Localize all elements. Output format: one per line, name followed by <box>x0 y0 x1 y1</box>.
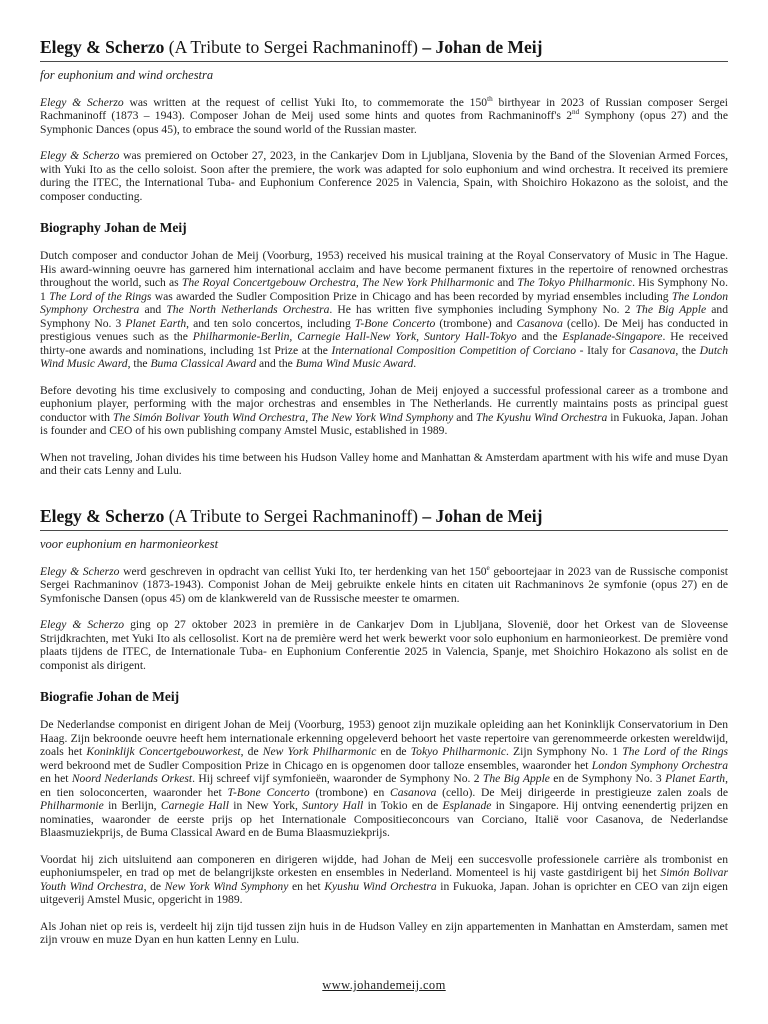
biography-paragraph: Dutch composer and conductor Johan de Meij (Voorburg, 1953) received his musical training at the Royal Conservatory of Music in The Hague. His award-winning oeuvre has garnered him international acclaim and have become permanent fixtures in the repertoire of renowned orchestras throughout the world, such as The Royal Concertgebouw Orchestra, The New York Philharmonic and The Tokyo Philharmonic. His Symphony No. 1 The Lord of the Rings was awarded the Sudler Composition Prize in Chicago and has been recorded by myriad ensembles including The London Symphony Orchestra and The North Netherlands Orchestra. He has written five symphonies including Symphony No. 2 The Big Apple and Symphony No. 3 Planet Earth, and ten solo concertos, including T-Bone Concerto (trombone) and Casanova (cello). De Meij has conducted in prestigious venues such as the Philharmonie-Berlin, Carnegie Hall-New York, Suntory Hall-Tokyo and the Esplanade-Singapore. He received thirty-one awards and nominations, including 1st Prize at the International Composition Competition of Corciano - Italy for Casanova, the Dutch Wind Music Award, the Buma Classical Award and the Buma Wind Music Award. <box>40 249 729 371</box>
program-note-paragraph: Elegy & Scherzo was premiered on October 27, 2023, in the Cankarjev Dom in Ljubljana, Slovenia by the Band of the Slovenian Armed Forces, with Yuki Ito as the cello soloist. Soon after the premiere, the work was adapted for solo euphonium and wind orchestra. It received its premiere during the ITEC, the International Tuba- and Euphonium Conference 2025 in Valencia, Spain, with Shoichiro Hokazono as the soloist, and the composer conducting. <box>40 149 728 203</box>
biography-paragraph: Als Johan niet op reis is, verdeelt hij zijn tijd tussen zijn huis in de Hudson Valley en zijn appartementen in Manhattan en Amsterdam, samen met zijn vrouw en muze Dyan en hun katten Lenny en Lulu. <box>40 919 728 946</box>
page-footer <box>0 976 768 994</box>
section-english <box>40 36 728 478</box>
biography-heading: Biography Johan de Meij <box>40 220 187 236</box>
biography-paragraph: De Nederlandse componist en dirigent Johan de Meij (Voorburg, 1953) genoot zijn muzikale opleiding aan het Koninklijk Conservatorium in Den Haag. Zijn bekroonde oeuvre heeft hem internationale erkenning opgeleverd behoort het vaste repertoire van gerenommeerde orkesten wereldwijd, zoals het Koninklijk Concertgebouworkest, de New York Philharmonic en de Tokyo Philharmonic. Zijn Symphony No. 1 The Lord of the Rings werd bekroond met de Sudler Composition Prize in Chicago en is opgenomen door talloze ensembles, waaronder het London Symphony Orchestra en het Noord Nederlands Orkest. Hij schreef vijf symfonieën, waaronder de Symphony No. 2 The Big Apple en de Symphony No. 3 Planet Earth, en tien soloconcerten, waaronder het T-Bone Concerto (trombone) en Casanova (cello). De Meij dirigeerde in prestigieuze zalen zoals de Philharmonie in Berlijn, Carnegie Hall in New York, Suntory Hall in Tokio en de Esplanade in Singapore. Hij ontving eenendertig prijzen en nominaties, waaronder de eerste prijs op het Internationale Compositieconcours van Corciano, Italië voor Casanova, de Nederlandse Blaasmuziekprijs, de Buma Classical Award en de Buma Blaasmuziekprijs. <box>40 718 729 839</box>
program-note-paragraph: Elegy & Scherzo werd geschreven in opdracht van cellist Yuki Ito, ter herdenking van het 150e geboortejaar in 2023 van de Russische componist Sergei Rachmaninov (1873-1943). Componist Johan de Meij gebruikte enkele hints en citaten uit Rachmaninovs 2e symfonie (opus 27) en de Symfonische Dansen (opus 45) om de klankwereld van de Russische meester te omarmen. <box>40 563 728 605</box>
program-note-paragraph: Elegy & Scherzo was written at the request of cellist Yuki Ito, to commemorate the 150th birthyear in 2023 of Russian composer Sergei Rachmaninoff (1873 – 1943). Composer Johan de Meij used some hints and quotes from Rachmaninoff's 2nd Symphony (opus 27) and the Symphonic Dances (opus 45), to embrace the sound world of the Russian master. <box>40 94 728 136</box>
biography-paragraph: Before devoting his time exclusively to composing and conducting, Johan de Meij enjoyed a successful professional career as a trombone and euphonium player, performing with the major orchestras and ensembles in The Netherlands. He currently maintains posts as principal guest conductor with The Simón Bolivar Youth Wind Orchestra, The New York Wind Symphony and The Kyushu Wind Orchestra in Fukuoka, Japan. Johan is founder and CEO of his own publishing company Amstel Music, established in 1989. <box>40 383 728 438</box>
biography-paragraph: When not traveling, Johan divides his time between his Hudson Valley home and Manhattan & Amsterdam apartment with his wife and muse Dyan and their cats Lenny and Lulu. <box>40 450 728 478</box>
work-title: Elegy & Scherzo (A Tribute to Sergei Rachmaninoff) – Johan de Meij <box>40 505 728 531</box>
section-dutch <box>40 505 728 947</box>
instrumentation-subtitle: for euphonium and wind orchestra <box>40 67 214 82</box>
instrumentation-subtitle: voor euphonium en harmonieorkest <box>40 536 219 551</box>
work-title: Elegy & Scherzo (A Tribute to Sergei Rachmaninoff) – Johan de Meij <box>40 36 728 62</box>
website-link[interactable]: www.johandemeij.com <box>322 978 446 992</box>
biography-heading: Biografie Johan de Meij <box>40 689 180 704</box>
program-note-paragraph: Elegy & Scherzo ging op 27 oktober 2023 in première in de Cankarjev Dom in Ljubljana, Slovenië, door het Orkest van de Sloveense Strijdkrachten, met Yuki Ito als cellosolist. Kort na de première werd het werk bewerkt voor solo euphonium en harmonieorkest. De première vond plaats tijdens de ITEC, de Internationale Tuba- en Euphonium Conferentie 2025 in Valencia, Spanje, met Shoichiro Hokazono als solist en de componist als dirigent. <box>40 618 728 672</box>
biography-paragraph: Voordat hij zich uitsluitend aan componeren en dirigeren wijdde, had Johan de Meij een succesvolle professionele carrière als trombonist en euphoniumspeler, en trad op met de belangrijkste orkesten en ensembles in Nederland. Momenteel is hij vaste gastdirigent bij het Simón Bolivar Youth Wind Orchestra, de New York Wind Symphony en het Kyushu Wind Orchestra in Fukuoka, Japan. Johan is oprichter en CEO van zijn eigen uitgeverij Amstel Music, opgericht in 1989. <box>40 852 728 906</box>
